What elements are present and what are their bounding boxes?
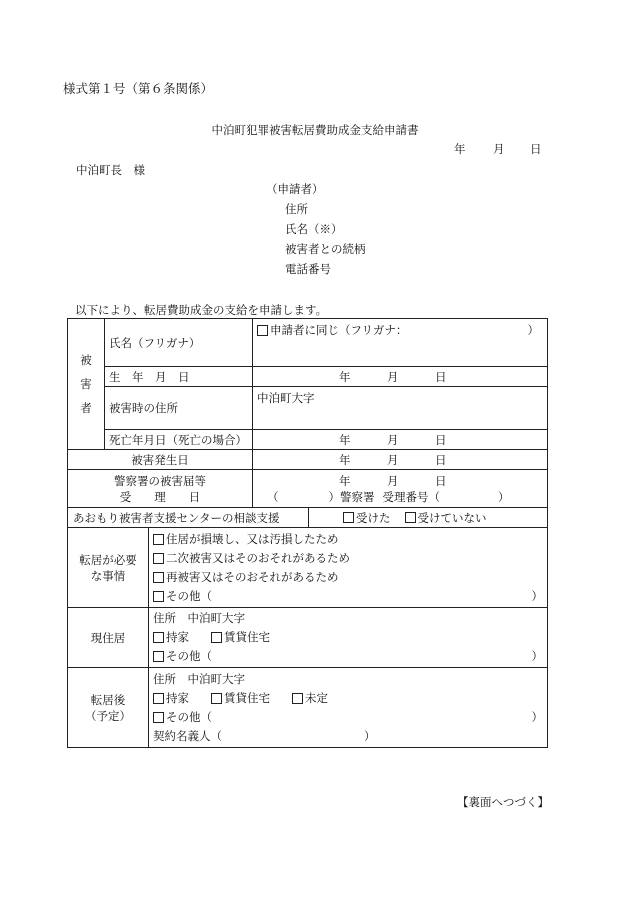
damage-date-label: 被害発生日: [68, 450, 253, 470]
applicant-heading: （申請者）: [266, 182, 324, 196]
reason-option-3-checkbox[interactable]: [153, 572, 164, 583]
damage-date-row: [68, 450, 548, 470]
support-received-label: 受けた: [356, 510, 391, 525]
reason-row: [68, 528, 548, 608]
application-table: [67, 318, 548, 748]
applicant-phone-label: 電話番号: [285, 262, 331, 276]
reason-option-1-label: 住居が損壊し、又は汚損したため: [166, 531, 339, 546]
after-owned-checkbox[interactable]: [153, 693, 164, 704]
after-move-field: 住所 中泊町大字 持家 賃貸住宅 未定 その他（ ） 契約名義人（ ）: [149, 668, 548, 748]
victim-birth-label: 生 年 月 日: [105, 367, 253, 387]
victim-birth-field[interactable]: 年 月 日: [253, 367, 548, 387]
same-as-applicant-label: 申請者に同じ（フリガナ：: [270, 323, 408, 337]
reason-field: 住居が損壊し、又は汚損したため 二次被害又はそのおそれがあるため 再被害又はそのおそれがあるため その他（ ）: [149, 528, 548, 608]
support-center-row: [68, 508, 548, 528]
support-center-field: [309, 508, 548, 528]
current-residence-label: 現住居: [68, 608, 149, 668]
victim-name-field[interactable]: 申請者に同じ（フリガナ： ）: [253, 319, 548, 367]
reason-other-label: その他（: [166, 588, 212, 603]
applicant-address-label: 住所: [285, 202, 308, 216]
damage-date-field[interactable]: 年 月 日: [253, 450, 548, 470]
header-date-day: 日: [530, 142, 542, 156]
victim-birth-row: [68, 367, 548, 387]
support-received-checkbox[interactable]: [343, 512, 354, 523]
victim-group-label: 被 害 者: [68, 319, 105, 450]
victim-name-label: 氏名（フリガナ）: [105, 319, 253, 367]
receipt-number-label: 受理番号（: [382, 489, 440, 504]
form-title: 中泊町犯罪被害転居費助成金支給申請書: [211, 123, 419, 137]
current-owned-checkbox[interactable]: [153, 632, 164, 643]
victim-death-field[interactable]: 年 月 日: [253, 430, 548, 450]
reason-label: 転居が必要 な事情: [68, 528, 149, 608]
after-undecided-checkbox[interactable]: [292, 693, 303, 704]
current-other-checkbox[interactable]: [153, 651, 164, 662]
reason-option-2-label: 二次被害又はそのおそれがあるため: [166, 550, 350, 565]
after-rental-checkbox[interactable]: [211, 693, 222, 704]
header-date-month: 月: [493, 142, 505, 156]
victim-address-row: [68, 387, 548, 430]
support-not-received-label: 受けていない: [417, 510, 487, 525]
victim-address-label: 被害時の住所: [105, 387, 253, 430]
applicant-name-label: 氏名（※）: [285, 222, 343, 236]
contract-holder-label: 契約名義人（: [153, 728, 222, 743]
reason-other-checkbox[interactable]: [153, 591, 164, 602]
same-as-applicant-checkbox[interactable]: [257, 325, 268, 336]
after-move-row: [68, 668, 548, 748]
applicant-relation-label: 被害者との続柄: [285, 242, 366, 256]
reason-option-1-checkbox[interactable]: [153, 534, 164, 545]
current-residence-field: 住所 中泊町大字 持家 賃貸住宅 その他（ ）: [149, 608, 548, 668]
victim-death-row: [68, 430, 548, 450]
victim-death-label: 死亡年月日（死亡の場合）: [105, 430, 253, 450]
police-field[interactable]: 年 月 日 （ ）警察署 受理番号（ ）: [253, 470, 548, 508]
contract-holder-field[interactable]: 契約名義人（ ）: [153, 727, 543, 746]
victim-address-value: 中泊町大字: [257, 391, 315, 405]
police-station-label: ）警察署: [328, 489, 375, 504]
intro-text: 以下により、転居費助成金の支給を申請します。: [75, 303, 328, 317]
after-move-label: 転居後 （予定）: [68, 668, 149, 748]
support-center-label: あおもり被害者支援センターの相談支援: [68, 508, 309, 528]
support-not-received-checkbox[interactable]: [405, 512, 416, 523]
police-label: 警察署の被害届等 受 理 日: [68, 470, 253, 508]
current-residence-row: [68, 608, 548, 668]
current-rental-checkbox[interactable]: [211, 632, 222, 643]
form-number: 様式第１号（第６条関係）: [63, 81, 214, 96]
police-row: [68, 470, 548, 508]
continued-on-back: 【裏面へつづく】: [457, 795, 549, 809]
victim-name-row: [68, 319, 548, 367]
addressee: 中泊町長 様: [76, 163, 145, 177]
current-address: 住所 中泊町大字: [153, 611, 245, 625]
reason-option-2-checkbox[interactable]: [153, 553, 164, 564]
after-other-checkbox[interactable]: [153, 712, 164, 723]
victim-address-field[interactable]: [253, 387, 548, 430]
reason-option-3-label: 再被害又はそのおそれがあるため: [166, 569, 339, 584]
header-date-year: 年: [454, 142, 466, 156]
after-address: 住所 中泊町大字: [153, 671, 245, 686]
